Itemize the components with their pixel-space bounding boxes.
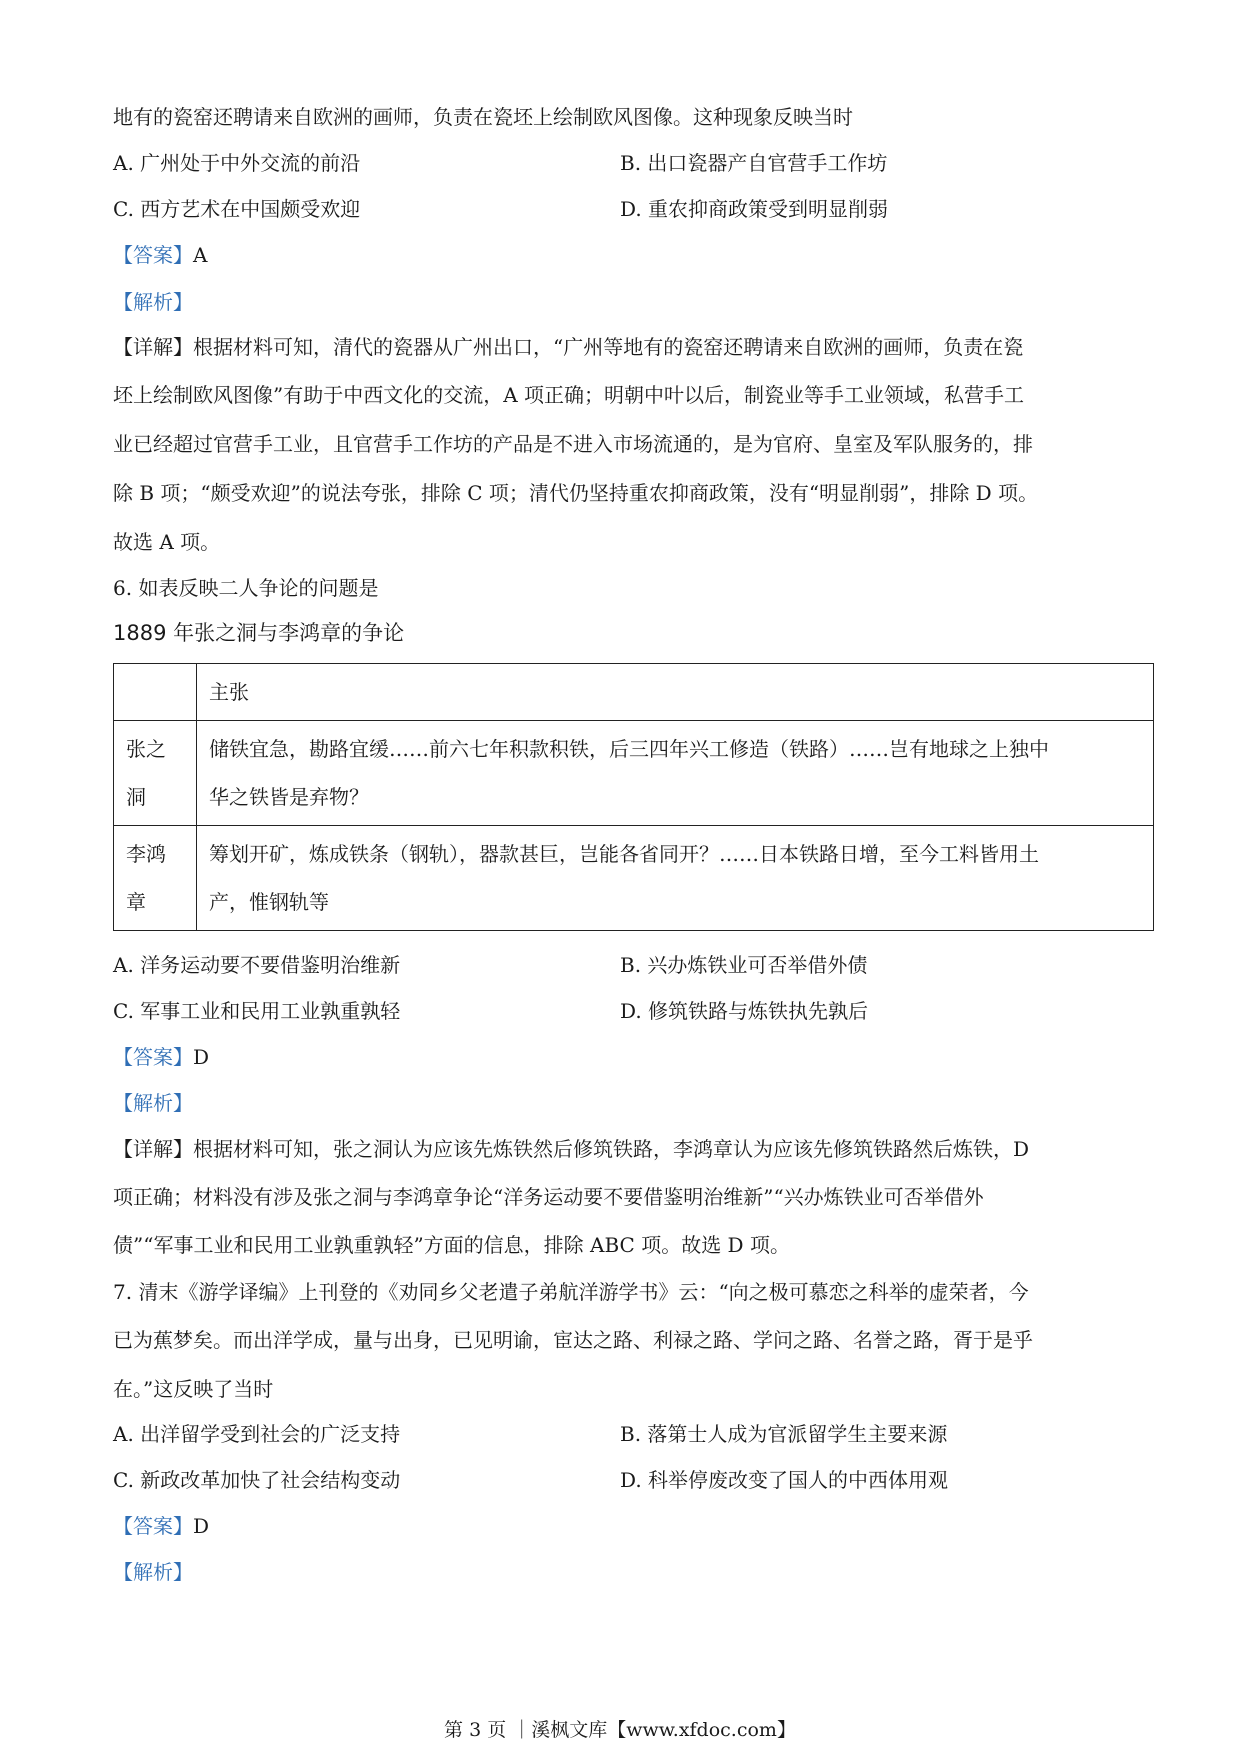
- q7-option-c: C. 新政改革加快了社会结构变动: [113, 1468, 401, 1492]
- q6-option-b: B. 兴办炼铁业可否举借外债: [620, 953, 868, 977]
- detail-tag: 【详解】: [113, 1137, 193, 1161]
- q7-analysis-tag: 【解析】: [113, 1560, 193, 1584]
- q5-analysis-tag: 【解析】: [113, 290, 193, 314]
- q5-option-c: C. 西方艺术在中国颇受欢迎: [113, 197, 361, 221]
- person-cell: [114, 721, 197, 826]
- detail-tag: 【详解】: [113, 335, 193, 359]
- q6-stem: 6. 如表反映二人争论的问题是: [113, 576, 379, 600]
- q6-answer: [113, 1043, 209, 1071]
- answer-tag: 【答案】: [113, 1045, 193, 1069]
- claim-text-line: 华之铁皆是弃物？: [209, 785, 369, 809]
- q6-detail-line-3: 债”“军事工业和民用工业孰重孰轻”方面的信息，排除 ABC 项。故选 D 项。: [113, 1233, 790, 1257]
- q6-option-d: D. 修筑铁路与炼铁执先孰后: [620, 999, 869, 1023]
- q6-analysis-tag: 【解析】: [113, 1091, 193, 1115]
- q6-detail-line-1: [113, 1135, 1029, 1163]
- q5-option-a: A. 广州处于中外交流的前沿: [113, 151, 361, 175]
- claim-cell: [197, 721, 1154, 826]
- claim-cell: [197, 826, 1154, 931]
- debate-table: [113, 663, 1154, 931]
- q5-detail-line-2: 坯上绘制欧风图像”有助于中西文化的交流，A 项正确；明朝中叶以后，制瓷业等手工业领域，私营手工: [113, 383, 1025, 407]
- claim-text-line: 产，惟钢轨等: [209, 890, 329, 914]
- person-name-line: 张之: [126, 737, 166, 761]
- q6-option-c: C. 军事工业和民用工业孰重孰轻: [113, 999, 401, 1023]
- q5-option-d: D. 重农抑商政策受到明显削弱: [620, 197, 889, 221]
- answer-value: D: [193, 1514, 210, 1538]
- q7-option-d: D. 科举停废改变了国人的中西体用观: [620, 1468, 949, 1492]
- answer-value: A: [193, 243, 208, 267]
- claim-text-line: 筹划开矿，炼成铁条（钢轨），器款甚巨，岂能各省同开？……日本铁路日增，至今工料皆用土: [209, 842, 1039, 866]
- person-name-line: 章: [126, 890, 146, 914]
- detail-text: 根据材料可知，清代的瓷器从广州出口，“广州等地有的瓷窑还聘请来自欧洲的画师，负责在瓷: [193, 335, 1024, 359]
- q6-detail-line-2: 项正确；材料没有涉及张之洞与李鸿章争论“洋务运动要不要借鉴明治维新”“兴办炼铁业可否举借外: [113, 1185, 984, 1209]
- q5-detail-line-3: 业已经超过官营手工业，且官营手工作坊的产品是不进入市场流通的，是为官府、皇室及军队服务的，排: [113, 432, 1033, 456]
- q5-detail-line-4: 除 B 项；“颇受欢迎”的说法夸张，排除 C 项；清代仍坚持重农抑商政策，没有“明显削弱”，排除 D 项。: [113, 481, 1039, 505]
- q5-detail-line-1: [113, 333, 1023, 361]
- q7-option-a: A. 出洋留学受到社会的广泛支持: [113, 1422, 401, 1446]
- q7-option-b: B. 落第士人成为官派留学生主要来源: [620, 1422, 948, 1446]
- page-footer: 第 3 页 ｜溪枫文库【www.xfdoc.com】: [444, 1719, 796, 1741]
- q5-option-b: B. 出口瓷器产自官营手工作坊: [620, 151, 888, 175]
- q7-stem-line-3: 在。”这反映了当时: [113, 1377, 274, 1401]
- header-cell-claim: 主张: [197, 664, 1154, 721]
- q6-table-title: 1889 年张之洞与李鸿章的争论: [113, 621, 405, 645]
- answer-tag: 【答案】: [113, 1514, 193, 1538]
- header-cell-empty: [114, 664, 197, 721]
- q6-option-a: A. 洋务运动要不要借鉴明治维新: [113, 953, 401, 977]
- answer-value: D: [193, 1045, 210, 1069]
- person-name-line: 李鸿: [126, 842, 166, 866]
- claim-text-line: 储铁宜急，勘路宜缓……前六七年积款积铁，后三四年兴工修造（铁路）……岂有地球之上独中: [209, 737, 1049, 761]
- q7-stem-line-2: 已为蕉梦矣。而出洋学成，量与出身，已见明谕，宦达之路、利禄之路、学问之路、名誉之路，胥于是乎: [113, 1328, 1033, 1352]
- person-name-line: 洞: [126, 785, 146, 809]
- q5-answer: [113, 241, 207, 269]
- table-header-row: [114, 664, 1154, 721]
- q7-answer: [113, 1512, 209, 1540]
- table-row: [114, 721, 1154, 826]
- person-cell: [114, 826, 197, 931]
- answer-tag: 【答案】: [113, 243, 193, 267]
- detail-text: 根据材料可知，张之洞认为应该先炼铁然后修筑铁路，李鸿章认为应该先修筑铁路然后炼铁，D: [193, 1137, 1030, 1161]
- q5-stem-tail: 地有的瓷窑还聘请来自欧洲的画师，负责在瓷坯上绘制欧风图像。这种现象反映当时: [113, 105, 853, 129]
- table-row: [114, 826, 1154, 931]
- q5-detail-line-5: 故选 A 项。: [113, 530, 221, 554]
- q7-stem-line-1: 7. 清末《游学译编》上刊登的《劝同乡父老遣子弟航洋游学书》云：“向之极可慕恋之科举的虚荣者，今: [113, 1280, 1029, 1304]
